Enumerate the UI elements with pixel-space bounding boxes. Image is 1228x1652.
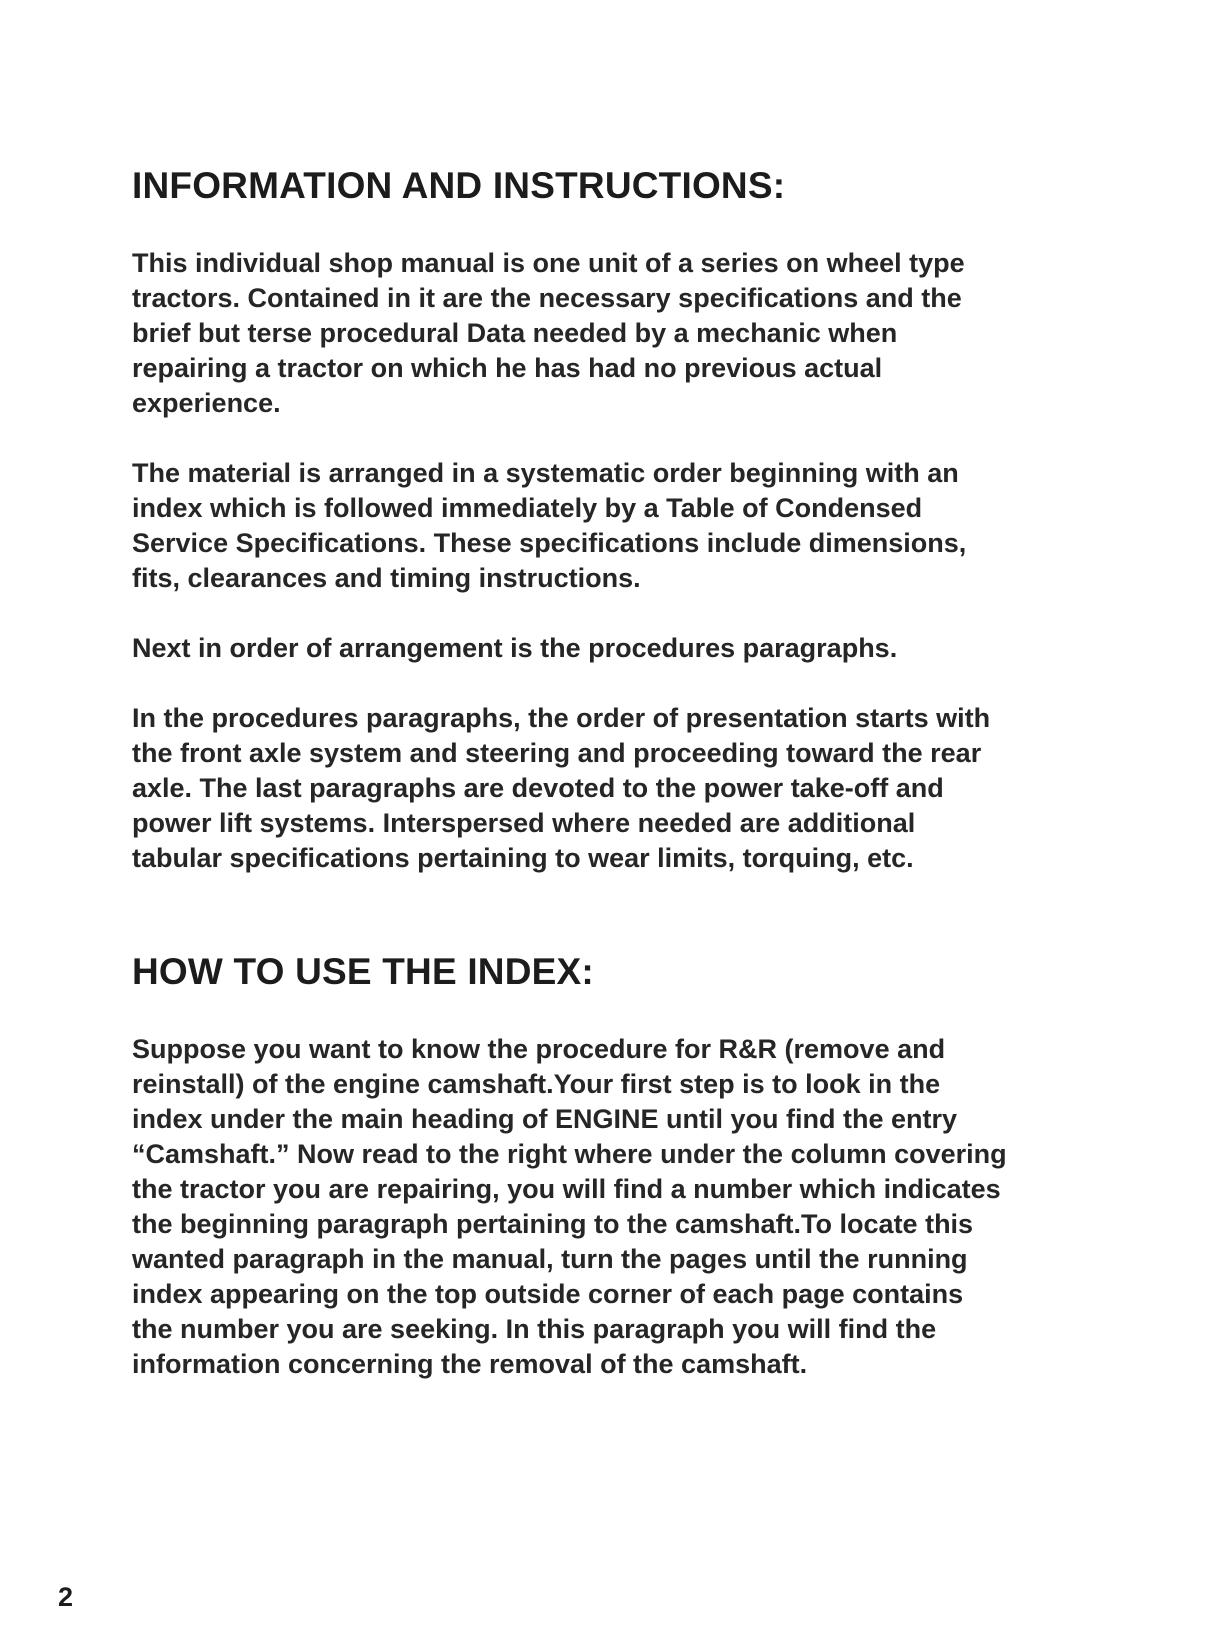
next-order-paragraph: Next in order of arrangement is the procedures paragraphs.: [132, 633, 898, 663]
arrangement-paragraph: The material is arranged in a systematic order beginning with an index which is followed immediately by a Table of Condensed Service Specifications. These specifications include dimensions, fits, clearances and timing instructions.: [132, 458, 967, 593]
how-to-use-index-heading: HOW TO USE THE INDEX:: [132, 951, 594, 992]
page-number: 2: [58, 1582, 74, 1612]
information-instructions-heading: INFORMATION AND INSTRUCTIONS:: [132, 165, 786, 206]
index-usage-paragraph: Suppose you want to know the procedure for R&R (remove and reinstall) of the engine camshaft.Your first step is to look in the index under the main heading of ENGINE until you find the entry “Camshaft.” Now read to the right where under the column covering the tractor you are repairing, you will find a number which indicates the beginning paragraph pertaining to the camshaft.To locate this wanted paragraph in the manual, turn the pages until the running index appearing on the top outside corner of each page contains the number you are seeking. In this paragraph you will find the information concerning the removal of the camshaft.: [132, 1034, 1007, 1379]
intro-paragraph: This individual shop manual is one unit of a series on wheel type tractors. Contained in it are the necessary specifications and the brief but terse procedural Data needed by a mechanic when repairing a tractor on which he has had no previous actual experience.: [132, 248, 965, 418]
procedures-paragraph: In the procedures paragraphs, the order of presentation starts with the front axle system and steering and proceeding toward the rear axle. The last paragraphs are devoted to the power take-off and power lift systems. Interspersed where needed are additional tabular specifications pertaining to wear limits, torquing, etc.: [132, 703, 991, 873]
page-content: [132, 164, 1092, 1417]
